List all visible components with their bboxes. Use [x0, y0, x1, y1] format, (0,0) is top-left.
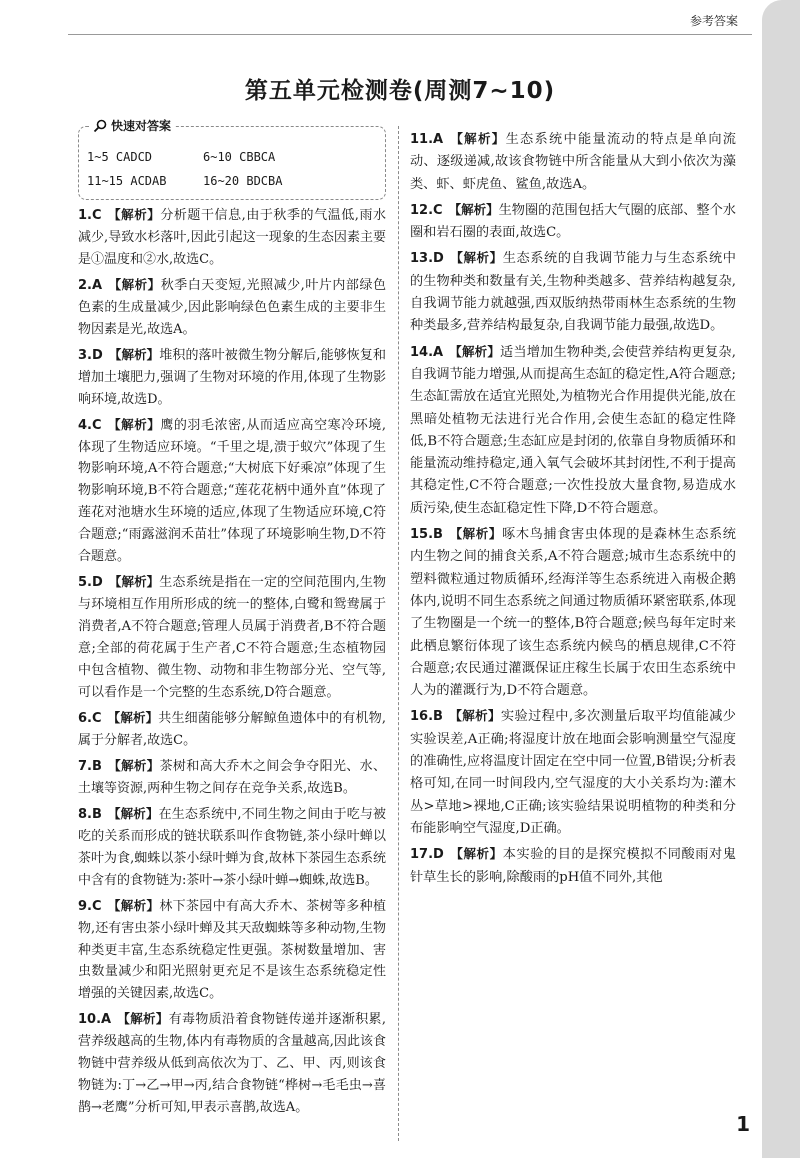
item-answer: A: [101, 1012, 112, 1028]
analysis-tag: 【解析】: [448, 708, 501, 724]
analysis-tag: 【解析】: [107, 805, 159, 821]
item-text: 生态系统中能量流动的特点是单向流动、逐级递减,故该食物链中所含能量从大到小依次为藻类、虾、虾虎鱼、鲨鱼,故选A。: [410, 132, 736, 192]
item-text: 有毒物质沿着食物链传递并逐渐积累,营养级越高的生物,体内有毒物质的含量越高,因此该食物链中营养级从低到高依次为丁、乙、甲、丙,则该食物链为:丁→乙→甲→丙,结合食物链“桦树→毛毛虫→喜鹊→老鹰”分析可知,甲表示喜鹊,故选A。: [78, 1012, 386, 1116]
item-answer: D: [433, 847, 444, 863]
analysis-tag: 【解析】: [107, 207, 161, 222]
answer-item-8: [78, 803, 386, 892]
header-rule: [68, 34, 752, 35]
item-number: 16.: [410, 709, 434, 725]
analysis-tag: 【解析】: [449, 343, 501, 359]
quick-answer-row: [87, 169, 377, 193]
answer-item-13: [410, 247, 736, 337]
item-answer: D: [91, 575, 103, 591]
right-column: [410, 126, 736, 892]
answer-item-16: [410, 705, 736, 840]
item-number: 2.: [78, 277, 92, 293]
page-edge-tab: [762, 0, 800, 1158]
analysis-tag: 【解析】: [107, 416, 161, 432]
item-answer: A: [91, 277, 103, 293]
column-divider: [398, 126, 399, 1141]
item-answer: C: [91, 710, 102, 726]
item-text: 秋季白天变短,光照减少,叶片内部绿色色素的生成量减少,因此影响绿色色素生成的主要非生物因素是光,故选A。: [78, 277, 386, 337]
item-text: 啄木鸟捕食害虫体现的是森林生态系统内生物之间的捕食关系,A不符合题意;城市生态系统中的塑料微粒通过物质循环,经海洋等生态系统进入南极企鹅体内,说明不同生态系统之间通过物质循环紧密联系,体现了生物圈是一个统一的整体,B符合题意;候鸟每年定时来此栖息繁衍体现了该生态系统内候鸟的栖息规律,C不符合题意;农民通过灌溉保证庄稼生长属于农田生态系统中人为的灌溉行为,D不符合题意。: [410, 527, 736, 699]
answer-item-4: [78, 414, 386, 569]
item-number: 3.: [78, 347, 92, 363]
analysis-tag: 【解析】: [107, 757, 160, 773]
item-text: 分析题干信息,由于秋季的气温低,雨水减少,导致水杉落叶,因此引起这一现象的生态因素主要是①温度和②水,故选C。: [78, 208, 386, 267]
answer-item-10: [78, 1008, 386, 1119]
answer-item-2: [78, 274, 386, 341]
item-number: 5.: [78, 575, 92, 591]
analysis-tag: 【解析】: [449, 250, 503, 266]
item-text: 适当增加生物种类,会使营养结构更复杂,自我调节能力增强,从而提高生态缸的稳定性,A符合题意;生态缸需放在适宜光照处,为植物光合作用提供光能,放在黑暗处植物无法进行光合作用,会使生态缸的稳定性降低,B不符合题意;生态缸应是封闭的,依靠自身物质循环和能量流动维持稳定,通入氧气会破坏其封闭性,不利于提高其稳定性,C不符合题意;一次性投放大量食物,易造成水质污染,使生态缸稳定性下降,D不符合题意。: [410, 344, 736, 516]
item-answer: B: [91, 806, 102, 822]
item-answer: A: [433, 344, 444, 360]
item-text: 本实验的目的是探究模拟不同酸雨对鬼针草生长的影响,除酸雨的pH值不同外,其他: [410, 847, 736, 885]
answer-item-1: [78, 204, 386, 271]
item-answer: C: [91, 208, 102, 223]
item-number: 8.: [78, 806, 92, 822]
header-label: 参考答案: [689, 14, 738, 28]
item-answer: C: [91, 417, 102, 433]
item-text: 生态系统是指在一定的空间范围内,生物与环境相互作用所形成的统一的整体,白鹭和鸳鸯属于消费者,A不符合题意;管理人员属于消费者,B不符合题意;全部的荷花属于生产者,C不符合题意;生态植物园中包含植物、微生物、动物和非生物部分光、空气等,可以看作是一个完整的生态系统,D符合题意。: [78, 575, 386, 701]
quick-answer-cell: 16~20 BDCBA: [203, 174, 283, 188]
analysis-tag: 【解析】: [449, 846, 503, 862]
item-number: 13.: [410, 251, 434, 267]
analysis-tag: 【解析】: [108, 574, 160, 590]
item-number: 1.: [78, 208, 92, 223]
item-answer: D: [433, 251, 444, 267]
quick-answer-box: [78, 119, 386, 200]
answer-item-7: [78, 755, 386, 800]
page-title: 第五单元检测卷(周测7~10): [244, 78, 556, 104]
analysis-tag: 【解析】: [448, 526, 503, 542]
item-answer: C: [433, 202, 443, 218]
item-number: 6.: [78, 710, 92, 726]
item-text: 生态系统的自我调节能力与生态系统中的生物种类和数量有关,生物种类越多、营养结构越复杂,自我调节能力就越强,西双版纳热带雨林生态系统的生物种类最多,营养结构最复杂,自我调节能力最强,故选D。: [410, 251, 736, 334]
quick-answer-title-text: 快速对答案: [111, 119, 172, 133]
answer-item-9: [78, 895, 386, 1006]
item-answer: C: [91, 898, 102, 914]
answer-item-17: [410, 843, 736, 889]
item-number: 7.: [78, 758, 92, 774]
item-answer: B: [433, 527, 443, 543]
item-number: 12.: [410, 202, 434, 218]
quick-answer-cell: 11~15 ACDAB: [87, 174, 167, 188]
magnifier-icon: [93, 119, 107, 133]
answer-item-5: [78, 571, 386, 704]
answer-item-15: [410, 523, 736, 702]
item-text: 鹰的羽毛浓密,从而适应高空寒冷环境,体现了生物适应环境。“千里之堤,溃于蚁穴”体现了生物影响环境,A不符合题意;“大树底下好乘凉”体现了生物影响环境,B不符合题意;“莲花花柄中通外直”体现了莲花对池塘水生环境的适应,体现了生物适应环境,C符合题意;“雨露滋润禾苗壮”体现了环境影响生物,D不符合题意。: [78, 417, 386, 565]
answer-item-3: [78, 344, 386, 411]
item-answer: B: [433, 709, 443, 725]
item-number: 15.: [410, 527, 434, 543]
answer-item-12: [410, 199, 736, 245]
item-text: 共生细菌能够分解鲸鱼遗体中的有机物,属于分解者,故选C。: [78, 710, 386, 748]
item-number: 9.: [78, 898, 92, 914]
item-number: 11.: [410, 132, 434, 147]
item-number: 10.: [78, 1012, 102, 1028]
analysis-tag: 【解析】: [108, 276, 161, 292]
item-text: 实验过程中,多次测量后取平均值能减少实验误差,A正确;将湿度计放在地面会影响测量空气湿度的准确性,应将温度计固定在空中同一位置,B错误;分析表格可知,在同一时间段内,空气湿度的大小关系均为:灌木丛>草地>裸地,C正确;该实验结果说明植物的种类和分布能影响空气湿度,D正确。: [410, 709, 736, 836]
item-text: 茶树和高大乔木之间会争夺阳光、水、土壤等资源,两种生物之间存在竞争关系,故选B。: [78, 758, 386, 796]
item-number: 14.: [410, 344, 434, 360]
analysis-tag: 【解析】: [448, 201, 499, 217]
quick-answer-cell: 6~10 CBBCA: [203, 150, 276, 164]
item-answer: D: [91, 347, 103, 363]
analysis-tag: 【解析】: [107, 709, 159, 725]
item-text: 生物圈的范围包括大气圈的底部、整个水圈和岩石圈的表面,故选C。: [410, 202, 736, 241]
item-number: 17.: [410, 847, 434, 863]
analysis-tag: 【解析】: [449, 131, 506, 146]
answer-item-6: [78, 707, 386, 752]
quick-answer-title: [89, 117, 175, 135]
left-column: [78, 119, 386, 1122]
item-text: 林下茶园中有高大乔木、茶树等多种植物,还有害虫茶小绿叶蝉及其天敌蜘蛛等多种动物,生物种类更丰富,生态系统稳定性更强。茶树数量增加、害虫数量减少和阳光照射更充足不是该生态系统稳定性增强的关键因素,故选C。: [78, 898, 386, 1002]
answer-item-11: [410, 128, 736, 196]
item-answer: A: [433, 132, 444, 147]
answer-item-14: [410, 341, 736, 520]
item-number: 4.: [78, 417, 92, 433]
item-text: 在生态系统中,不同生物之间由于吃与被吃的关系而形成的链状联系叫作食物链,茶小绿叶蝉以茶叶为食,蜘蛛以茶小绿叶蝉为食,故林下茶园生态系统中含有的食物链为:茶叶→茶小绿叶蝉→蜘蛛,故选B。: [78, 806, 386, 888]
quick-answer-row: [87, 145, 377, 169]
quick-answer-cell: 1~5 CADCD: [87, 150, 153, 164]
page-number: 1: [736, 1112, 750, 1136]
analysis-tag: 【解析】: [117, 1011, 169, 1027]
item-text: 堆积的落叶被微生物分解后,能够恢复和增加土壤肥力,强调了生物对环境的作用,体现了生物影响环境,故选D。: [78, 347, 386, 407]
analysis-tag: 【解析】: [107, 897, 160, 913]
analysis-tag: 【解析】: [108, 346, 160, 362]
item-answer: B: [91, 758, 102, 774]
